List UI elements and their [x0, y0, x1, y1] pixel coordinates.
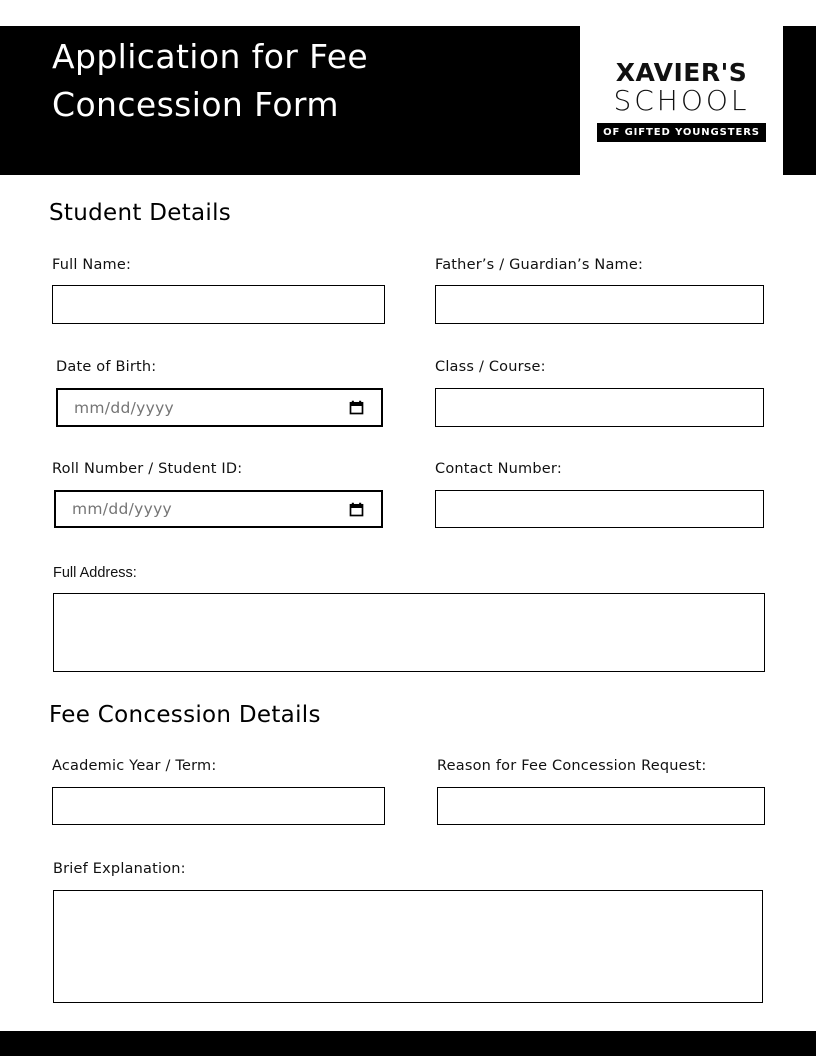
- date-of-birth-label: Date of Birth:: [56, 359, 157, 375]
- class-course-label: Class / Course:: [435, 359, 546, 375]
- father-guardian-name-input[interactable]: [435, 285, 764, 324]
- roll-number-input[interactable]: [54, 490, 383, 528]
- date-of-birth-input[interactable]: [56, 388, 383, 427]
- section-heading-student-details: Student Details: [49, 200, 232, 226]
- reason-input[interactable]: [437, 787, 765, 825]
- contact-number-label: Contact Number:: [435, 461, 562, 477]
- roll-number-placeholder: mm/dd/yyyy: [72, 500, 173, 518]
- logo-school-name: XAVIER'S: [615, 58, 748, 87]
- page-title-line2: Concession Form: [52, 85, 339, 124]
- academic-year-label: Academic Year / Term:: [52, 758, 217, 774]
- calendar-icon[interactable]: [349, 502, 364, 517]
- full-name-label: Full Name:: [52, 257, 132, 273]
- calendar-icon[interactable]: [349, 400, 364, 415]
- contact-number-input[interactable]: [435, 490, 764, 528]
- school-logo: [580, 26, 783, 175]
- full-address-label: Full Address:: [53, 565, 137, 581]
- header-band: [0, 26, 816, 175]
- full-address-textarea[interactable]: [53, 593, 765, 672]
- logo-tagline: OF GIFTED YOUNGSTERS: [597, 123, 766, 142]
- full-name-input[interactable]: [52, 285, 385, 324]
- page-title-line1: Application for Fee: [52, 37, 369, 76]
- brief-explanation-label: Brief Explanation:: [53, 861, 186, 877]
- class-course-input[interactable]: [435, 388, 764, 427]
- reason-label: Reason for Fee Concession Request:: [437, 758, 707, 774]
- father-guardian-name-label: Father’s / Guardian’s Name:: [435, 257, 644, 273]
- academic-year-input[interactable]: [52, 787, 385, 825]
- date-of-birth-placeholder: mm/dd/yyyy: [74, 398, 175, 417]
- brief-explanation-textarea[interactable]: [53, 890, 763, 1003]
- section-heading-fee-concession: Fee Concession Details: [49, 702, 321, 728]
- page-title: [52, 33, 368, 129]
- roll-number-label: Roll Number / Student ID:: [52, 461, 243, 477]
- footer-bar: [0, 1031, 816, 1056]
- logo-school-word: SCHOOL: [613, 84, 750, 117]
